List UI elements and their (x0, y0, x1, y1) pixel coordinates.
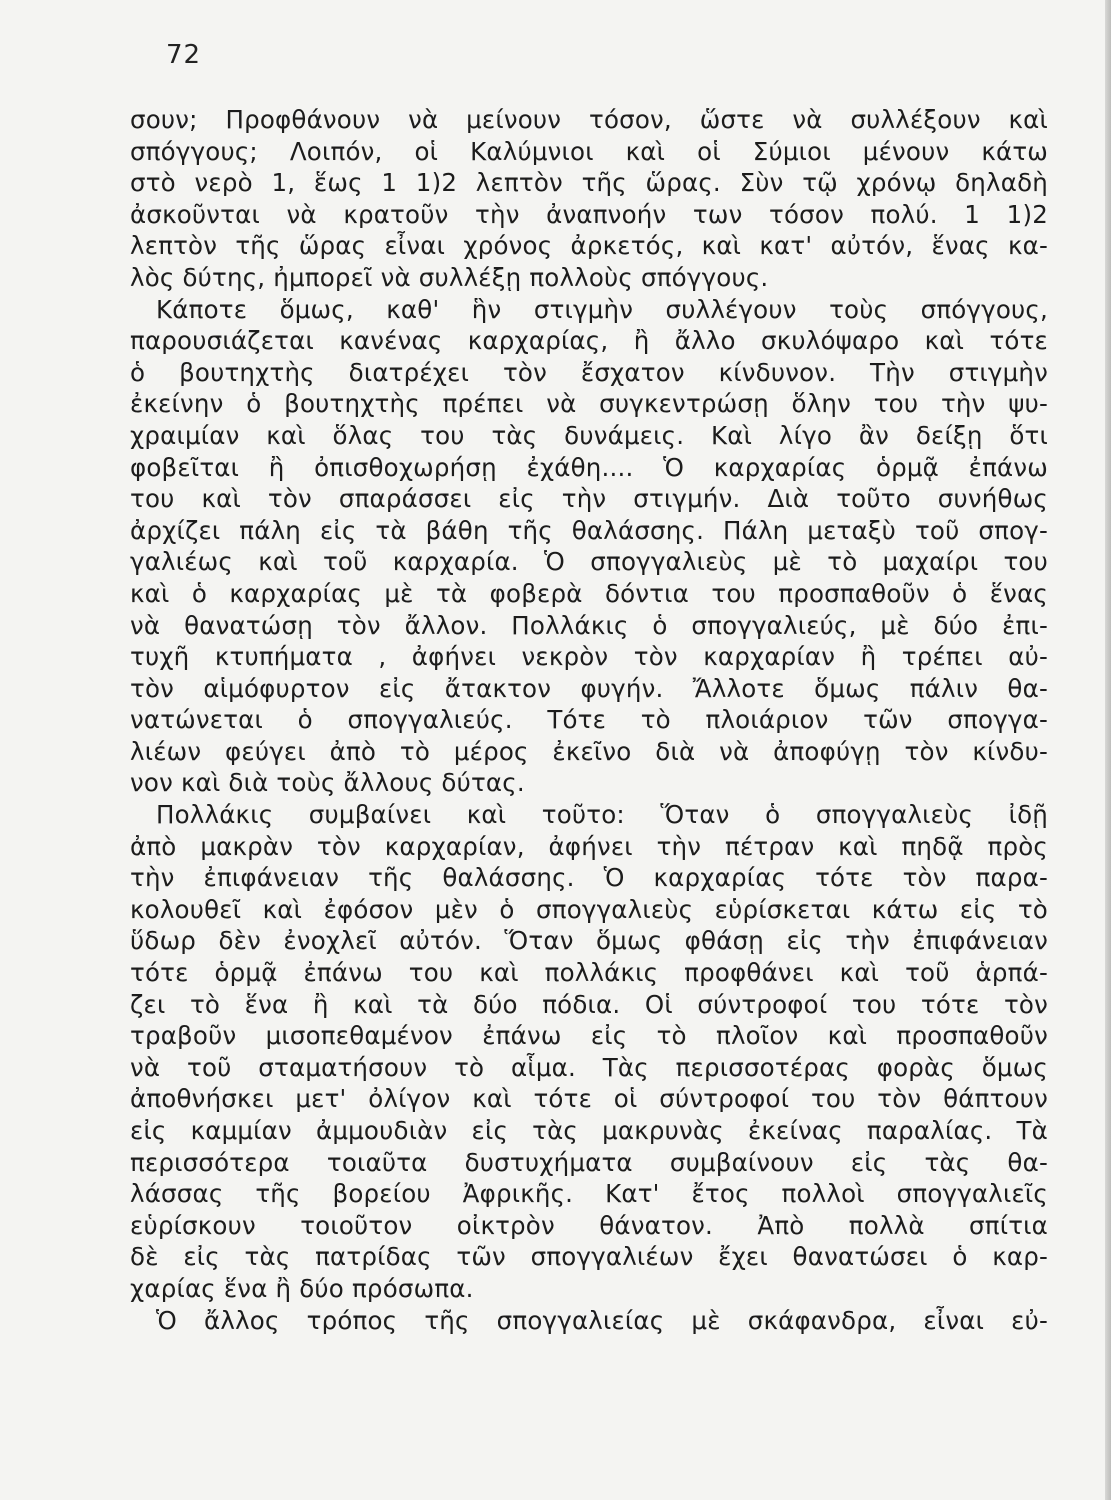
text-line: περισσότερα τοιαῦτα δυστυχήματα συμβαίνουν εἰς τὰς θα- (130, 1147, 1048, 1177)
text-line: λὸς δύτης, ἠμπορεῖ νὰ συλλέξῃ πολλοὺς σπόγγους. (130, 262, 769, 292)
text-line: ζει τὸ ἕνα ἢ καὶ τὰ δύο πόδια. Οἱ σύντροφοί του τότε τὸν (130, 989, 1048, 1019)
text-line: εὑρίσκουν τοιοῦτον οἰκτρὸν θάνατον. Ἀπὸ πολλὰ σπίτια (130, 1210, 1048, 1240)
text-line: χραιμίαν καὶ ὅλας του τὰς δυνάμεις. Καὶ λίγο ἂν δείξῃ ὅτι (130, 420, 1048, 450)
text-line: τὴν ἐπιφάνειαν τῆς θαλάσσης. Ὁ καρχαρίας τότε τὸν παρα- (130, 863, 1048, 893)
page-number: 72 (166, 40, 202, 70)
text-line: ἀρχίζει πάλη εἰς τὰ βάθη τῆς θαλάσσης. Πάλη μεταξὺ τοῦ σπογ- (130, 515, 1048, 545)
text-line: χαρίας ἕνα ἢ δύο πρόσωπα. (130, 1273, 474, 1303)
text-line: καὶ ὁ καρχαρίας μὲ τὰ φοβερὰ δόντια του προσπαθοῦν ὁ ἕνας (130, 578, 1048, 608)
text-line: Πολλάκις συμβαίνει καὶ τοῦτο: Ὅταν ὁ σπογγαλιεὺς ἰδῇ (156, 800, 1048, 830)
text-line: τραβοῦν μισοπεθαμένον ἐπάνω εἰς τὸ πλοῖον καὶ προσπαθοῦν (130, 1021, 1048, 1051)
text-line: στὸ νερὸ 1, ἕως 1 1)2 λεπτὸν τῆς ὥρας. Σὺν τῷ χρόνῳ δηλαδὴ (130, 168, 1048, 198)
text-line: ἀσκοῦνται νὰ κρατοῦν τὴν ἀναπνοήν των τόσον πολύ. 1 1)2 (130, 199, 1048, 229)
text-line: ἀποθνήσκει μετ' ὀλίγον καὶ τότε οἱ σύντροφοί του τὸν θάπτουν (130, 1084, 1048, 1114)
text-line: τὸν αἱμόφυρτον εἰς ἄτακτον φυγήν. Ἄλλοτε ὅμως πάλιν θα- (130, 673, 1048, 703)
text-line: λιέων φεύγει ἀπὸ τὸ μέρος ἐκεῖνο διὰ νὰ ἀποφύγῃ τὸν κίνδυ- (130, 736, 1048, 766)
text-line: Ὁ ἄλλος τρόπος τῆς σπογγαλιείας μὲ σκάφανδρα, εἶναι εὐ- (156, 1305, 1048, 1335)
text-line: γαλιέως καὶ τοῦ καρχαρία. Ὁ σπογγαλιεὺς μὲ τὸ μαχαίρι του (130, 547, 1048, 577)
text-line: ὁ βουτηχτὴς διατρέχει τὸν ἔσχατον κίνδυνον. Τὴν στιγμὴν (130, 357, 1048, 387)
text-line: κολουθεῖ καὶ ἐφόσον μὲν ὁ σπογγαλιεὺς εὑρίσκεται κάτω εἰς τὸ (130, 894, 1048, 924)
text-line: σπόγγους; Λοιπόν, οἱ Καλύμνιοι καὶ οἱ Σύμιοι μένουν κάτω (130, 136, 1048, 166)
text-line: του καὶ τὸν σπαράσσει εἰς τὴν στιγμήν. Διὰ τοῦτο συνήθως (130, 484, 1048, 514)
text-line: νατώνεται ὁ σπογγαλιεύς. Τότε τὸ πλοιάριον τῶν σπογγα- (130, 705, 1048, 735)
text-line: φοβεῖται ἢ ὀπισθοχωρήσῃ ἐχάθη.... Ὁ καρχαρίας ὁρμᾷ ἐπάνω (130, 452, 1048, 482)
text-line: λάσσας τῆς βορείου Ἀφρικῆς. Κατ' ἔτος πολλοὶ σπογγαλιεῖς (130, 1179, 1048, 1209)
text-line: ἀπὸ μακρὰν τὸν καρχαρίαν, ἀφήνει τὴν πέτραν καὶ πηδᾷ πρὸς (130, 831, 1048, 861)
text-line: τυχῆ κτυπήματα , ἀφήνει νεκρὸν τὸν καρχαρίαν ἢ τρέπει αὐ- (130, 642, 1048, 672)
text-line: εἰς καμμίαν ἀμμουδιὰν εἰς τὰς μακρυνὰς ἐκείνας παραλίας. Τὰ (130, 1116, 1048, 1145)
body-text (130, 104, 1048, 1336)
text-line: ὕδωρ δὲν ἐνοχλεῖ αὐτόν. Ὅταν ὅμως φθάσῃ εἰς τὴν ἐπιφάνειαν (130, 926, 1048, 956)
text-line: νὰ τοῦ σταματήσουν τὸ αἷμα. Τὰς περισσοτέρας φορὰς ὅμως (130, 1052, 1048, 1082)
text-line: νον καὶ διὰ τοὺς ἄλλους δύτας. (130, 768, 525, 798)
text-line: Κάποτε ὅμως, καθ' ἣν στιγμὴν συλλέγουν τοὺς σπόγγους, (156, 294, 1048, 324)
text-line: σουν; Προφθάνουν νὰ μείνουν τόσον, ὥστε νὰ συλλέξουν καὶ (130, 105, 1048, 134)
text-line: τότε ὁρμᾷ ἐπάνω του καὶ πολλάκις προφθάνει καὶ τοῦ ἁρπά- (130, 958, 1048, 988)
text-line: νὰ θανατώσῃ τὸν ἄλλον. Πολλάκις ὁ σπογγαλιεύς, μὲ δύο ἐπι- (130, 610, 1048, 640)
page-edge (1105, 0, 1111, 1500)
text-line: λεπτὸν τῆς ὥρας εἶναι χρόνος ἀρκετός, καὶ κατ' αὐτόν, ἕνας κα- (130, 231, 1048, 261)
text-line: δὲ εἰς τὰς πατρίδας τῶν σπογγαλιέων ἔχει θανατώσει ὁ καρ- (130, 1242, 1048, 1272)
text-line: παρουσιάζεται κανένας καρχαρίας, ἢ ἄλλο σκυλόψαρο καὶ τότε (130, 326, 1048, 356)
text-line: ἐκείνην ὁ βουτηχτὴς πρέπει νὰ συγκεντρώσῃ ὅλην του τὴν ψυ- (130, 389, 1048, 419)
